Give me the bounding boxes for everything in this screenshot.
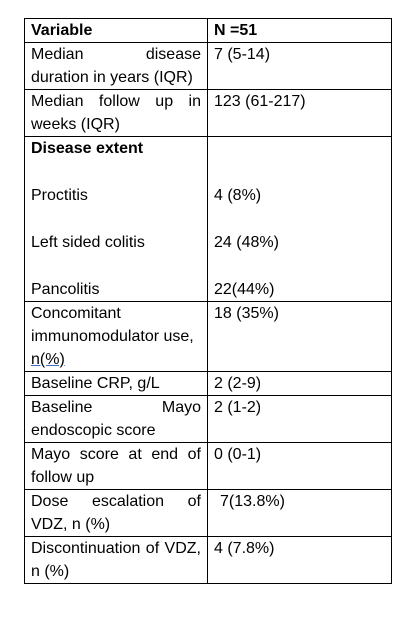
- extent-value-left-sided: 24 (48%): [214, 234, 279, 251]
- immuno-label-tail: n(%): [31, 351, 65, 368]
- row-label-immuno: [25, 302, 208, 372]
- row-label-extent: [25, 137, 208, 302]
- table-row: [25, 372, 392, 396]
- row-label-discont: Discontinuation of VDZ, n (%): [25, 537, 208, 584]
- row-value-duration: 7 (5-14): [208, 43, 392, 90]
- immuno-label-main: Concomitant immunomodulator use,: [31, 305, 194, 345]
- table-row: [25, 537, 392, 584]
- extent-value-pancolitis: 22(44%): [214, 281, 275, 298]
- row-value-immuno: 18 (35%): [208, 302, 392, 372]
- extent-item-left-sided: Left sided colitis: [31, 234, 145, 251]
- row-value-discont: 4 (7.8%): [208, 537, 392, 584]
- header-n: N =51: [208, 19, 392, 43]
- extent-heading: Disease extent: [31, 140, 144, 157]
- row-label-mayo-base: Baseline Mayo endoscopic score: [25, 396, 208, 443]
- table-row: [25, 443, 392, 490]
- row-value-crp: 2 (2-9): [208, 372, 392, 396]
- table-row: [25, 302, 392, 372]
- row-label-followup: Median follow up in weeks (IQR): [25, 90, 208, 137]
- row-label-mayo-end: Mayo score at end of follow up: [25, 443, 208, 490]
- characteristics-table: [24, 18, 392, 584]
- table-row: [25, 490, 392, 537]
- row-value-dose: 7(13.8%): [208, 490, 392, 537]
- table-row: [25, 137, 392, 302]
- header-variable: Variable: [25, 19, 208, 43]
- extent-item-pancolitis: Pancolitis: [31, 281, 100, 298]
- row-label-crp: Baseline CRP, g/L: [25, 372, 208, 396]
- row-value-mayo-end: 0 (0-1): [208, 443, 392, 490]
- row-value-mayo-base: 2 (1-2): [208, 396, 392, 443]
- table-row: [25, 90, 392, 137]
- table-row: [25, 43, 392, 90]
- table-row: [25, 396, 392, 443]
- extent-item-proctitis: Proctitis: [31, 187, 88, 204]
- row-label-duration: Median disease duration in years (IQR): [25, 43, 208, 90]
- row-value-extent: [208, 137, 392, 302]
- extent-value-proctitis: 4 (8%): [214, 187, 262, 204]
- row-value-followup: 123 (61-217): [208, 90, 392, 137]
- table-header-row: [25, 19, 392, 43]
- row-label-dose: Dose escalation of VDZ, n (%): [25, 490, 208, 537]
